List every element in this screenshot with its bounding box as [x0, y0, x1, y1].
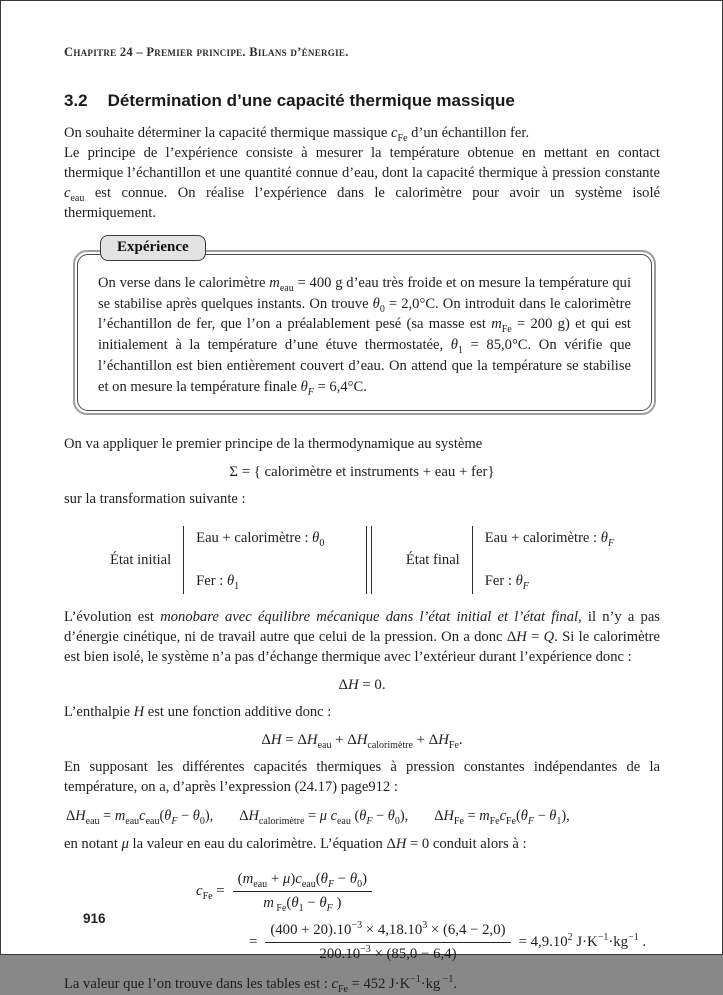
state-initial-label: État initial [109, 551, 172, 568]
running-head: Chapitre 24 – Premier principe. Bilans d’énergie. [64, 45, 349, 59]
state-final [406, 526, 614, 594]
state-initial-row-iron: Fer : $\theta_1$ [196, 573, 240, 593]
experience-box-outer-border [73, 250, 656, 415]
state-initial [110, 526, 324, 594]
cfe-fraction-numeric-numerator: $(400 + 20).10^{-3} \times 4,18.10^3 \times (6,4 - 2,0)$ [265, 922, 510, 943]
section-heading [64, 91, 660, 111]
equation-dh-fe: $\Delta H_{Fe} = m_{Fe}c_{Fe}(\theta_F - \theta_1)$, [434, 808, 570, 827]
cfe-fraction-numeric [265, 922, 510, 963]
cfe-equation-row-numeric [249, 922, 660, 963]
equation-line-enthalpies [66, 808, 660, 825]
paragraph-intro-2: Le principe de l’expérience consiste à mesurer la température obtenue en mettant en contact thermique l’échantillon et une quantité connue d’eau, dont la capacité thermique à pression constante $c_{eau}$ est connue. On réalise l’expérience dans le calorimètre pour avoir un système isolé thermiquement. [64, 144, 660, 221]
paragraph-evolution: L’évolution est monobare avec équilibre mécanique dans l’état initial et l’état final, il n’y a pas d’énergie cinétique, ni de travail autre que celui de la pression. On a donc ΔH = Q. Si le calorimètre est bien isolé, le système n’a pas d’échange thermique avec l’extérieur durant l’expérience donc : [64, 609, 660, 666]
cfe-fraction-symbolic-numerator: $(m_{eau} + \mu)c_{eau}(\theta_F - \theta_0)$ [233, 871, 372, 892]
paragraph-mu: en notant μ la valeur en eau du calorimètre. L’équation ΔH = 0 conduit alors à : [64, 836, 527, 853]
experience-text: On verse dans le calorimètre $m_{eau} = 400$ g d’eau très froide et on mesure la température qui se stabilise après quelques instants. On trouve $\theta_0 = 2,0^\circ C$. On introduit dans le calorimètre l’échantillon de fer, que l’on a préalablement pesé (sa masse est $m_{Fe} = 200$ g) et qui est initialement à la température d’une étuve thermostatée, $\theta_1 = 85,0^\circ C$. On vérifie que l’échantillon est bien entièrement couvert d’eau. On attend que la température se stabilise et on mesure la température finale $\theta_F = 6,4^\circ C$. [98, 274, 632, 398]
state-initial-row-water: Eau + calorimètre : $\theta_0$ [196, 530, 325, 550]
equation-dh-calorimetre: $\Delta H_{calorimètre} = \mu$ $c_{eau}$ $(\theta_F - \theta_0)$, [239, 808, 409, 827]
equation-sigma: Σ = { calorimètre et instruments + eau + fer} [229, 464, 495, 481]
section-title: Détermination d’une capacité thermique massique [107, 91, 515, 110]
paragraph-enthalpy: L’enthalpie H est une fonction additive donc : [64, 704, 332, 721]
state-separator-double-bar [366, 526, 372, 594]
paragraph-conclusion: La valeur que l’on trouve dans les tables est : $c_{Fe} = 452$ $J\cdot K^{-1}\cdot kg$ $^{-1}$. [64, 974, 458, 995]
cfe-lhs: $c_{Fe}$ = [196, 883, 225, 903]
equation-dh-sum: $\Delta H = \Delta H_{eau} + \Delta H_{calorimètre} + \Delta H_{Fe}$. [261, 732, 463, 752]
paragraph-system: On va appliquer le premier principe de la thermodynamique au système [64, 436, 483, 453]
cfe-fraction-symbolic-denominator: m $_{Fe}(\theta_1 - \theta_F$ ) [263, 895, 342, 915]
cfe-equation-block [196, 871, 660, 963]
cfe-equals: = [249, 934, 258, 951]
experience-box [73, 238, 656, 415]
equation-dh-zero: ΔH = 0. [338, 677, 386, 694]
state-final-rows [473, 526, 614, 594]
paragraph-capacities: En supposant les différentes capacités thermiques à pression constantes indépendantes de la température, on a, d’après l’expression (24.17) page912 : [64, 759, 660, 796]
paragraph-intro-1: On souhaite déterminer la capacité thermique massique $c_{Fe}$ d’un échantillon fer. [64, 125, 530, 144]
state-final-row-iron: Fer : $\theta_F$ [484, 573, 529, 593]
state-initial-rows [184, 526, 324, 594]
paragraph-transformation: sur la transformation suivante : [64, 491, 246, 508]
cfe-equation-row-symbolic [196, 871, 660, 915]
equation-dh-eau: $\Delta H_{eau} = m_{eau}c_{eau}(\theta_F - \theta_0)$, [66, 808, 214, 827]
experience-box-inner-border [77, 254, 652, 411]
page-number: 916 [83, 911, 106, 926]
state-final-label: État final [405, 551, 460, 568]
cfe-result: = $4,9.10^2$ $J\cdot K^{-1}\cdot kg^{-1}$ . [518, 932, 647, 951]
cfe-fraction-symbolic [233, 871, 372, 915]
cfe-fraction-numeric-denominator: $200.10^{-3} \times (85,0 - 6,4)$ [319, 944, 457, 963]
section-number: 3.2 [64, 91, 88, 110]
state-diagram [64, 526, 660, 594]
state-final-row-water: Eau + calorimètre : $\theta_F$ [484, 530, 615, 550]
experience-box-label: Expérience [100, 235, 206, 261]
